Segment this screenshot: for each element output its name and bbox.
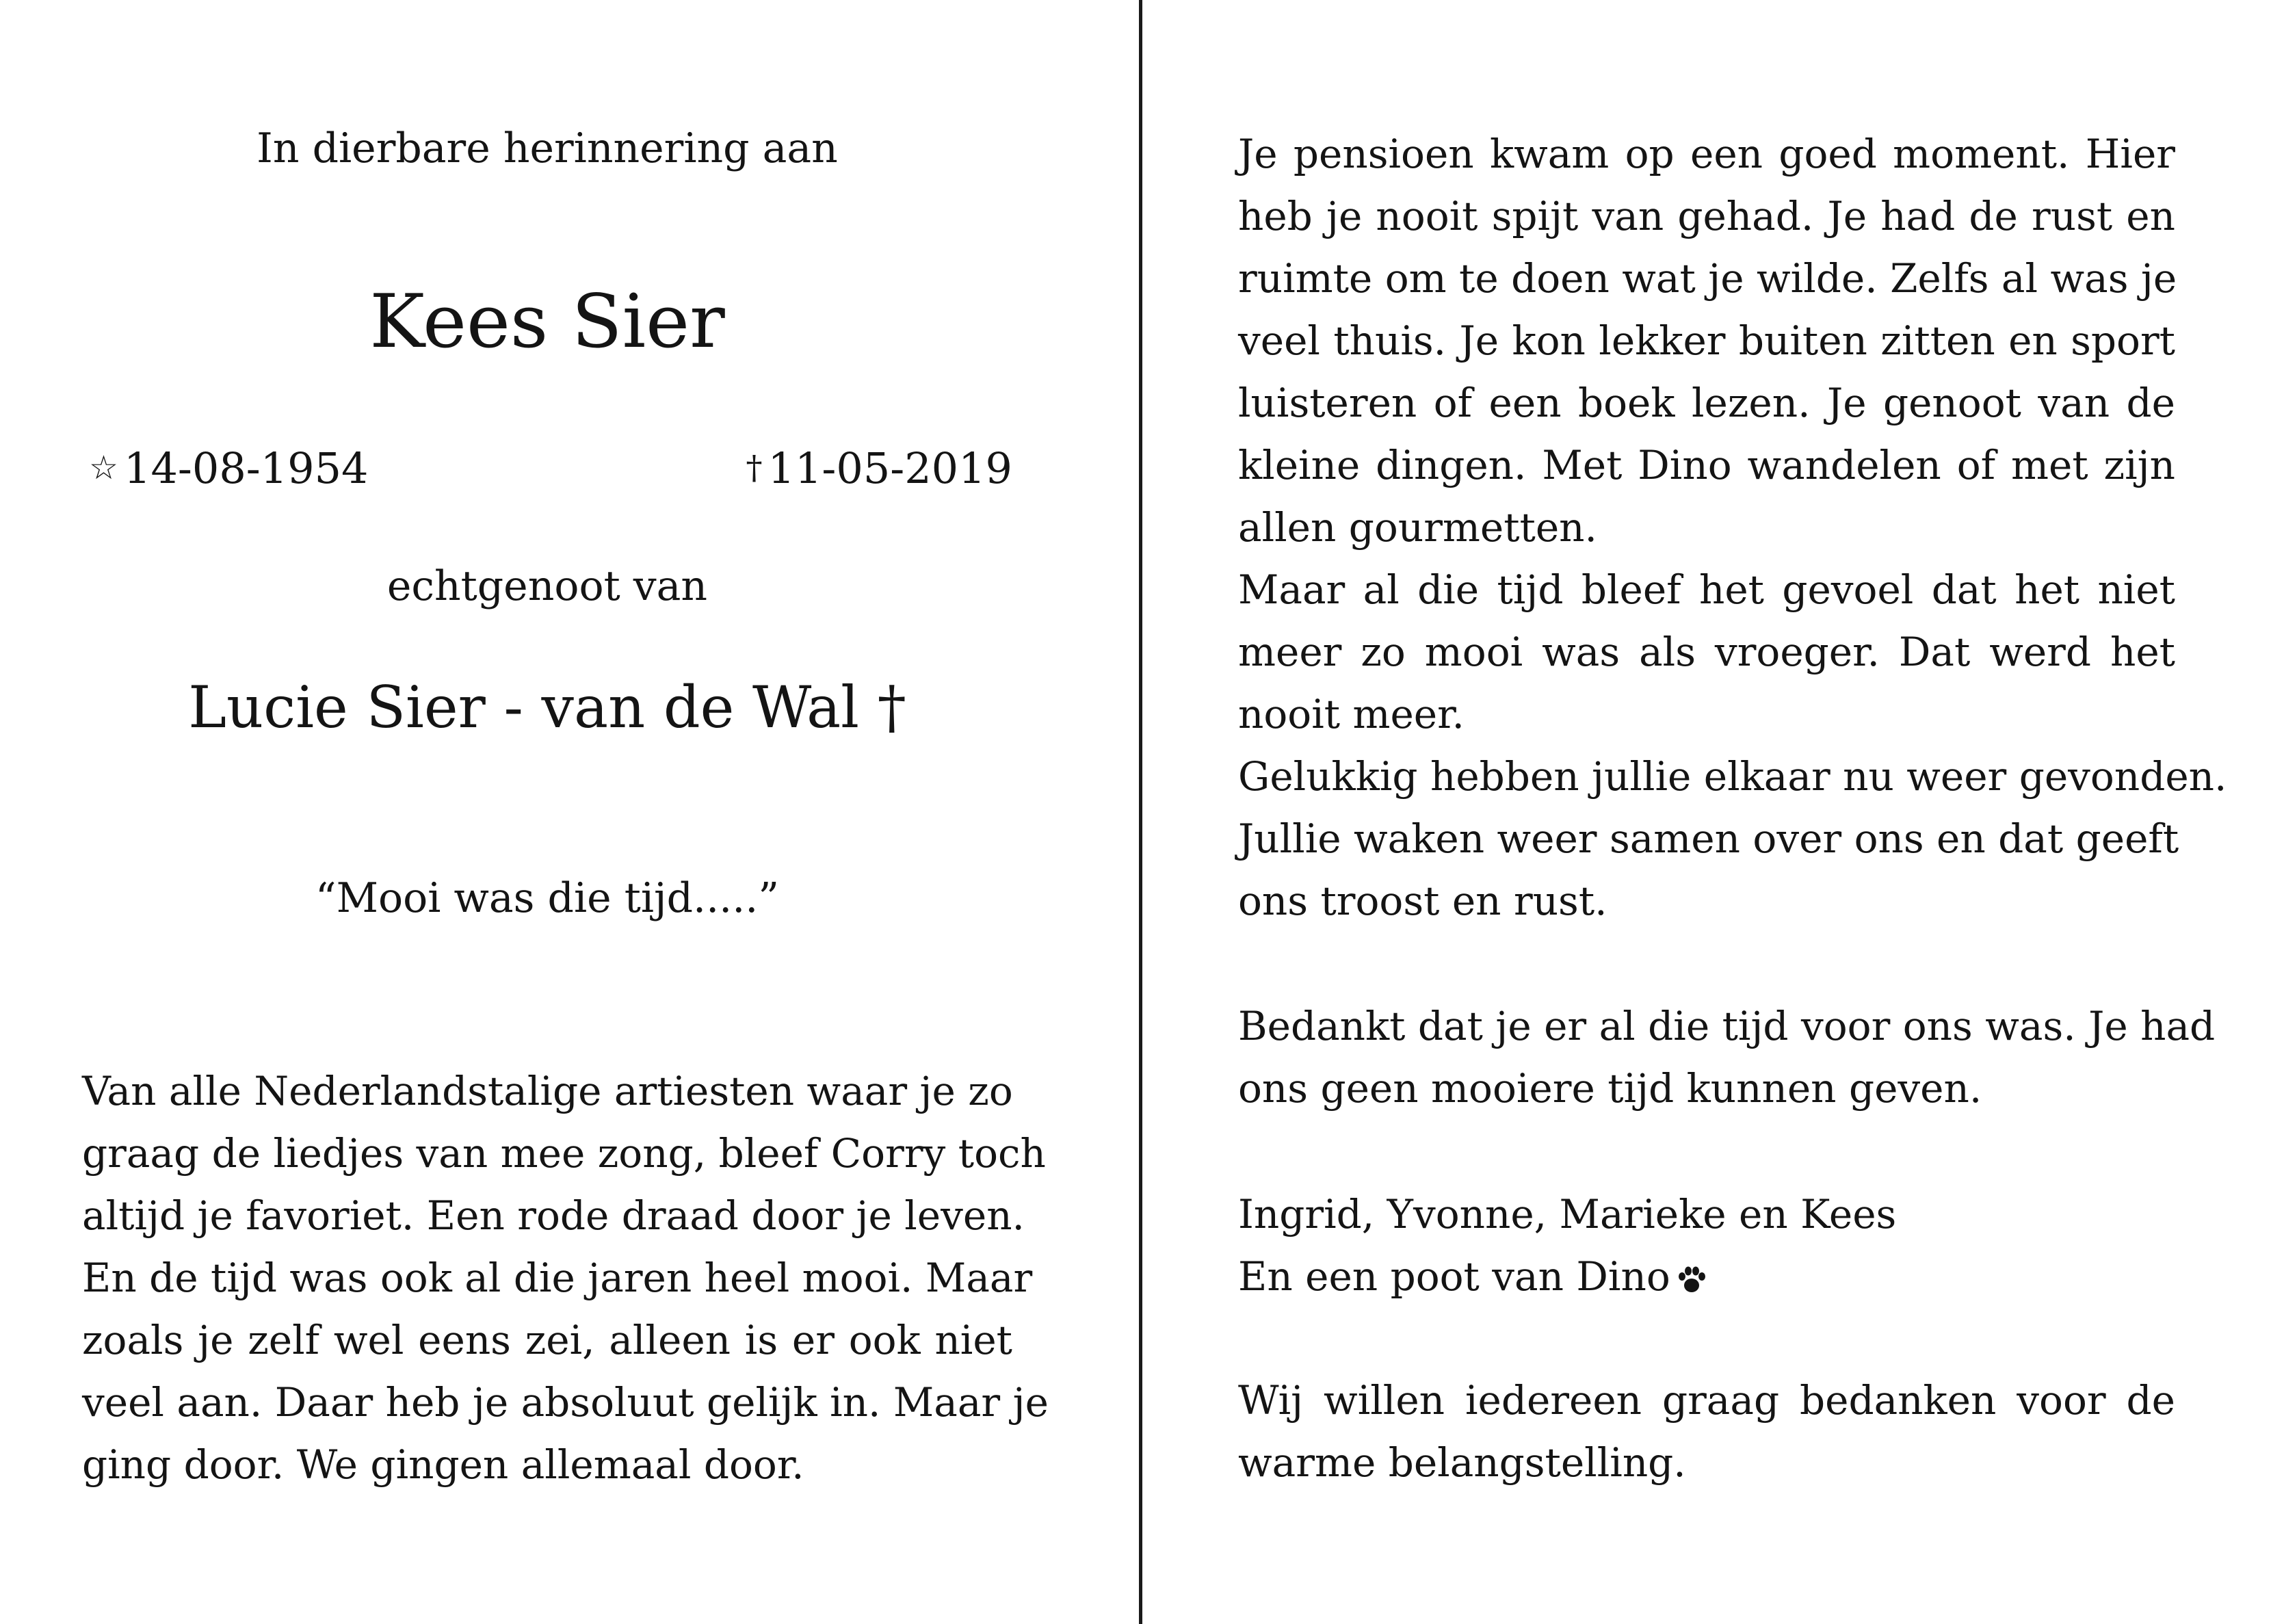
birth-date: 14-08-1954 — [124, 443, 369, 493]
body-line: Maar al die tijd bleef het gevoel dat het niet — [1238, 566, 2175, 613]
deceased-name: Kees Sier — [369, 279, 725, 365]
left-panel — [82, 0, 1049, 1624]
body-line: ons geen mooiere tijd kunnen geven. — [1238, 1065, 1982, 1112]
intro-text: In dierbare herinnering aan — [257, 125, 838, 172]
body-line: ging door. We gingen allemaal door. — [82, 1441, 804, 1488]
body-line: nooit meer. — [1238, 691, 1465, 737]
body-line: ons troost en rust. — [1238, 878, 1607, 924]
body-line: altijd je favoriet. Een rode draad door je leven. — [82, 1192, 1025, 1239]
birth-date-group — [89, 443, 369, 493]
cross-icon: † — [746, 449, 763, 487]
body-line: ruimte om te doen wat je wilde. Zelfs al was je — [1238, 255, 2177, 302]
body-line: En de tijd was ook al die jaren heel mooi. Maar — [82, 1255, 1033, 1301]
signature-dino: En een poot van Dino — [1238, 1253, 1670, 1300]
spouse-label: echtgenoot van — [386, 562, 708, 610]
body-line: graag de liedjes van mee zong, bleef Corry toch — [82, 1130, 1046, 1177]
closing-thanks — [1238, 1370, 2175, 1494]
spouse-name: Lucie Sier - van de Wal † — [188, 674, 906, 741]
death-date-group — [746, 443, 1012, 493]
signature-names: Ingrid, Yvonne, Marieke en Kees — [1238, 1191, 1897, 1237]
body-line: Van alle Nederlandstalige artiesten waar je zo — [82, 1068, 1013, 1114]
body-line: luisteren of een boek lezen. Je genoot van de — [1238, 380, 2175, 426]
body-line: Bedankt dat je er al die tijd voor ons was. Je had — [1238, 1003, 2216, 1049]
body-line: veel thuis. Je kon lekker buiten zitten en sport — [1238, 317, 2175, 364]
paw-print-icon — [1676, 1266, 1707, 1294]
body-line: Jullie waken weer samen over ons en dat geeft — [1238, 815, 2179, 862]
body-line: warme belangstelling. — [1238, 1439, 1686, 1486]
star-icon: ☆ — [89, 449, 119, 487]
death-date: 11-05-2019 — [767, 443, 1012, 493]
memorial-quote: “Mooi was die tijd.....” — [315, 874, 780, 922]
body-line: kleine dingen. Met Dino wandelen of met zijn — [1238, 442, 2175, 488]
body-line: allen gourmetten. — [1238, 504, 1597, 551]
card-fold-line — [1139, 0, 1142, 1624]
signature-block — [1238, 1183, 2175, 1308]
body-line: Gelukkig hebben jullie elkaar nu weer gevonden. — [1238, 753, 2227, 800]
body-line: meer zo mooi was als vroeger. Dat werd het — [1238, 629, 2175, 675]
left-body-paragraph — [82, 1060, 1049, 1496]
right-panel — [1238, 0, 2227, 1624]
body-line: veel aan. Daar heb je absoluut gelijk in. Maar je — [82, 1379, 1049, 1426]
body-line: Wij willen iedereen graag bedanken voor de — [1238, 1377, 2175, 1424]
right-body-paragraph — [1238, 123, 2227, 932]
body-line: heb je nooit spijt van gehad. Je had de rust en — [1238, 193, 2175, 239]
body-line: zoals je zelf wel eens zei, alleen is er ook niet — [82, 1317, 1012, 1363]
signature-dino-line — [1238, 1246, 2175, 1308]
thank-you-paragraph — [1238, 995, 2216, 1120]
body-line: Je pensioen kwam op een goed moment. Hier — [1238, 131, 2175, 177]
